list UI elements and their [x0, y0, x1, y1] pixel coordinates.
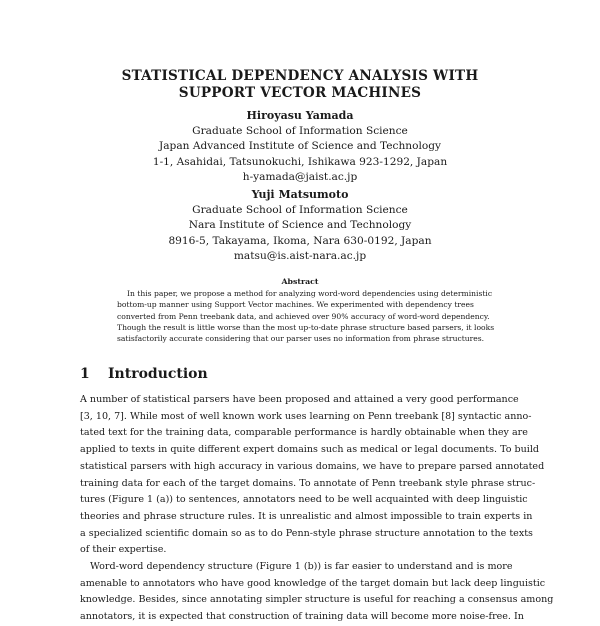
body-line: applied to texts in quite different expert domains such as medical or legal documents. To build: [80, 444, 539, 456]
body-line: Word-word dependency structure (Figure 1 (b)) is far easier to understand and is more: [90, 561, 513, 573]
section-number: 1: [80, 366, 90, 382]
author-email: h-yamada@jaist.ac.jp: [242, 171, 358, 184]
body-line: knowledge. Besides, since annotating simpler structure is useful for reaching a consensus among: [80, 594, 554, 606]
author-address: 1-1, Asahidai, Tatsunokuchi, Ishikawa 923-1292, Japan: [152, 155, 448, 168]
author-name: Hiroyasu Yamada: [246, 109, 354, 122]
section-title: Introduction: [108, 366, 208, 382]
body-line: a specialized scientific domain so as to do Penn-style phrase structure annotation to the texts: [80, 527, 533, 539]
body-line: statistical parsers with high accuracy in various domains, we have to prepare parsed annotated: [80, 460, 545, 472]
body-line: training data for each of the target domains. To annotate of Penn treebank style phrase struc-: [80, 477, 536, 489]
abstract-line: In this paper, we propose a method for analyzing word-word dependencies using deterministic: [127, 289, 493, 298]
author-block-2: [0, 187, 600, 265]
abstract-heading: Abstract: [281, 277, 319, 286]
body-line: [3, 10, 7]. While most of well known work uses learning on Penn treebank [8] syntactic anno-: [80, 410, 532, 422]
body-line: annotators, it is expected that construction of training data will become more noise-free. In: [80, 611, 524, 623]
author-institution: Japan Advanced Institute of Science and Technology: [158, 140, 442, 153]
body-line: A number of statistical parsers have been proposed and attained a very good performance: [80, 394, 519, 405]
body-line: tated text for the training data, comparable performance is hardly obtainable when they are: [80, 427, 528, 439]
section-heading: [80, 365, 208, 383]
body-text: [80, 392, 554, 626]
abstract-text: [117, 288, 497, 344]
author-email: matsu@is.aist-nara.ac.jp: [233, 250, 367, 263]
author-address: 8916-5, Takayama, Ikoma, Nara 630-0192, Japan: [168, 234, 432, 247]
body-line: of their expertise.: [80, 544, 167, 556]
abstract-line: converted from Penn treebank data, and achieved over 90% accuracy of word-word dependency.: [117, 311, 490, 321]
author-name: Yuji Matsumoto: [251, 188, 349, 201]
abstract-line: satisfactorily accurate considering that our parser uses no information from phrase structures.: [117, 334, 485, 344]
title-line-2: SUPPORT VECTOR MACHINES: [178, 85, 422, 101]
author-affiliation: Graduate School of Information Science: [192, 203, 408, 216]
title-line-1: STATISTICAL DEPENDENCY ANALYSIS WITH: [121, 68, 479, 84]
body-line: theories and phrase structure rules. It is unrealistic and almost impossible to train experts in: [80, 510, 533, 522]
body-line: tures (Figure 1 (a)) to sentences, annotators need to be well acquainted with deep linguistic: [80, 494, 528, 506]
author-block-1: [0, 108, 600, 186]
body-line: amenable to annotators who have good knowledge of the target domain but lack deep linguistic: [80, 577, 546, 589]
author-institution: Nara Institute of Science and Technology: [188, 219, 412, 232]
author-affiliation: Graduate School of Information Science: [192, 124, 408, 137]
abstract-line: Though the result is little worse than the most up-to-date phrase structure based parsers, it looks: [117, 322, 495, 332]
abstract-line: bottom-up manner using Support Vector machines. We experimented with dependency trees: [117, 300, 474, 310]
paper-title: [0, 68, 600, 102]
